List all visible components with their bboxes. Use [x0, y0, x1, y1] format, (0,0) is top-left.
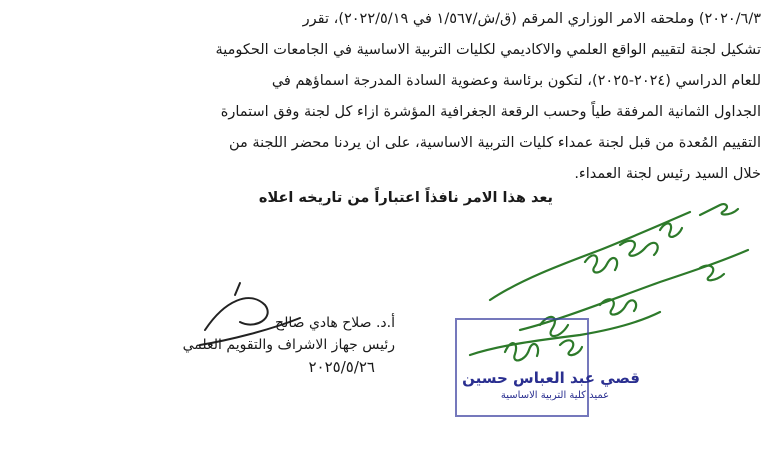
body-line: خلال السيد رئيس لجنة العمداء. [574, 166, 761, 182]
signatory-title: رئيس جهاز الاشراف والتقويم العلمي [182, 337, 395, 353]
stamp-title: عميد كلية التربية الاساسية [500, 390, 610, 401]
body-line: التقييم المُعدة من قبل لجنة عمداء كليات التربية الاساسية، على ان يردنا محضر اللجنة من [228, 135, 761, 151]
signatory-name: أ.د. صلاح هادي صالح [275, 315, 395, 331]
document-body [56, 4, 761, 190]
body-line: للعام الدراسي (٢٠٢٤-٢٠٢٥)، لتكون برئاسة وعضوية السادة المدرجة اسماؤهم في [271, 73, 761, 89]
stamp-name: قصي عبد العباس حسين [462, 369, 640, 387]
signatory-date: ٢٠٢٥/٥/٢٦ [308, 358, 375, 376]
effective-statement: يعد هذا الامر نافذاً اعتباراً من تاريخه اعلاه [258, 190, 553, 206]
signature-block [182, 312, 395, 378]
body-line: تشكيل لجنة لتقييم الواقع العلمي والاكاديمي لكليات التربية الاساسية في الجامعات الحكومية [215, 42, 761, 58]
body-line: الجداول الثمانية المرفقة طياً وحسب الرقعة الجغرافية المؤشرة ازاء كل لجنة وفق استمارة [220, 104, 761, 120]
stamp-text [462, 369, 640, 404]
body-line: ٢٠٢٠/٦/٣) وملحقه الامر الوزاري المرقم (ق/ش/١/٥٦٧ في ٢٠٢٢/٥/١٩)، تقرر [302, 11, 761, 27]
